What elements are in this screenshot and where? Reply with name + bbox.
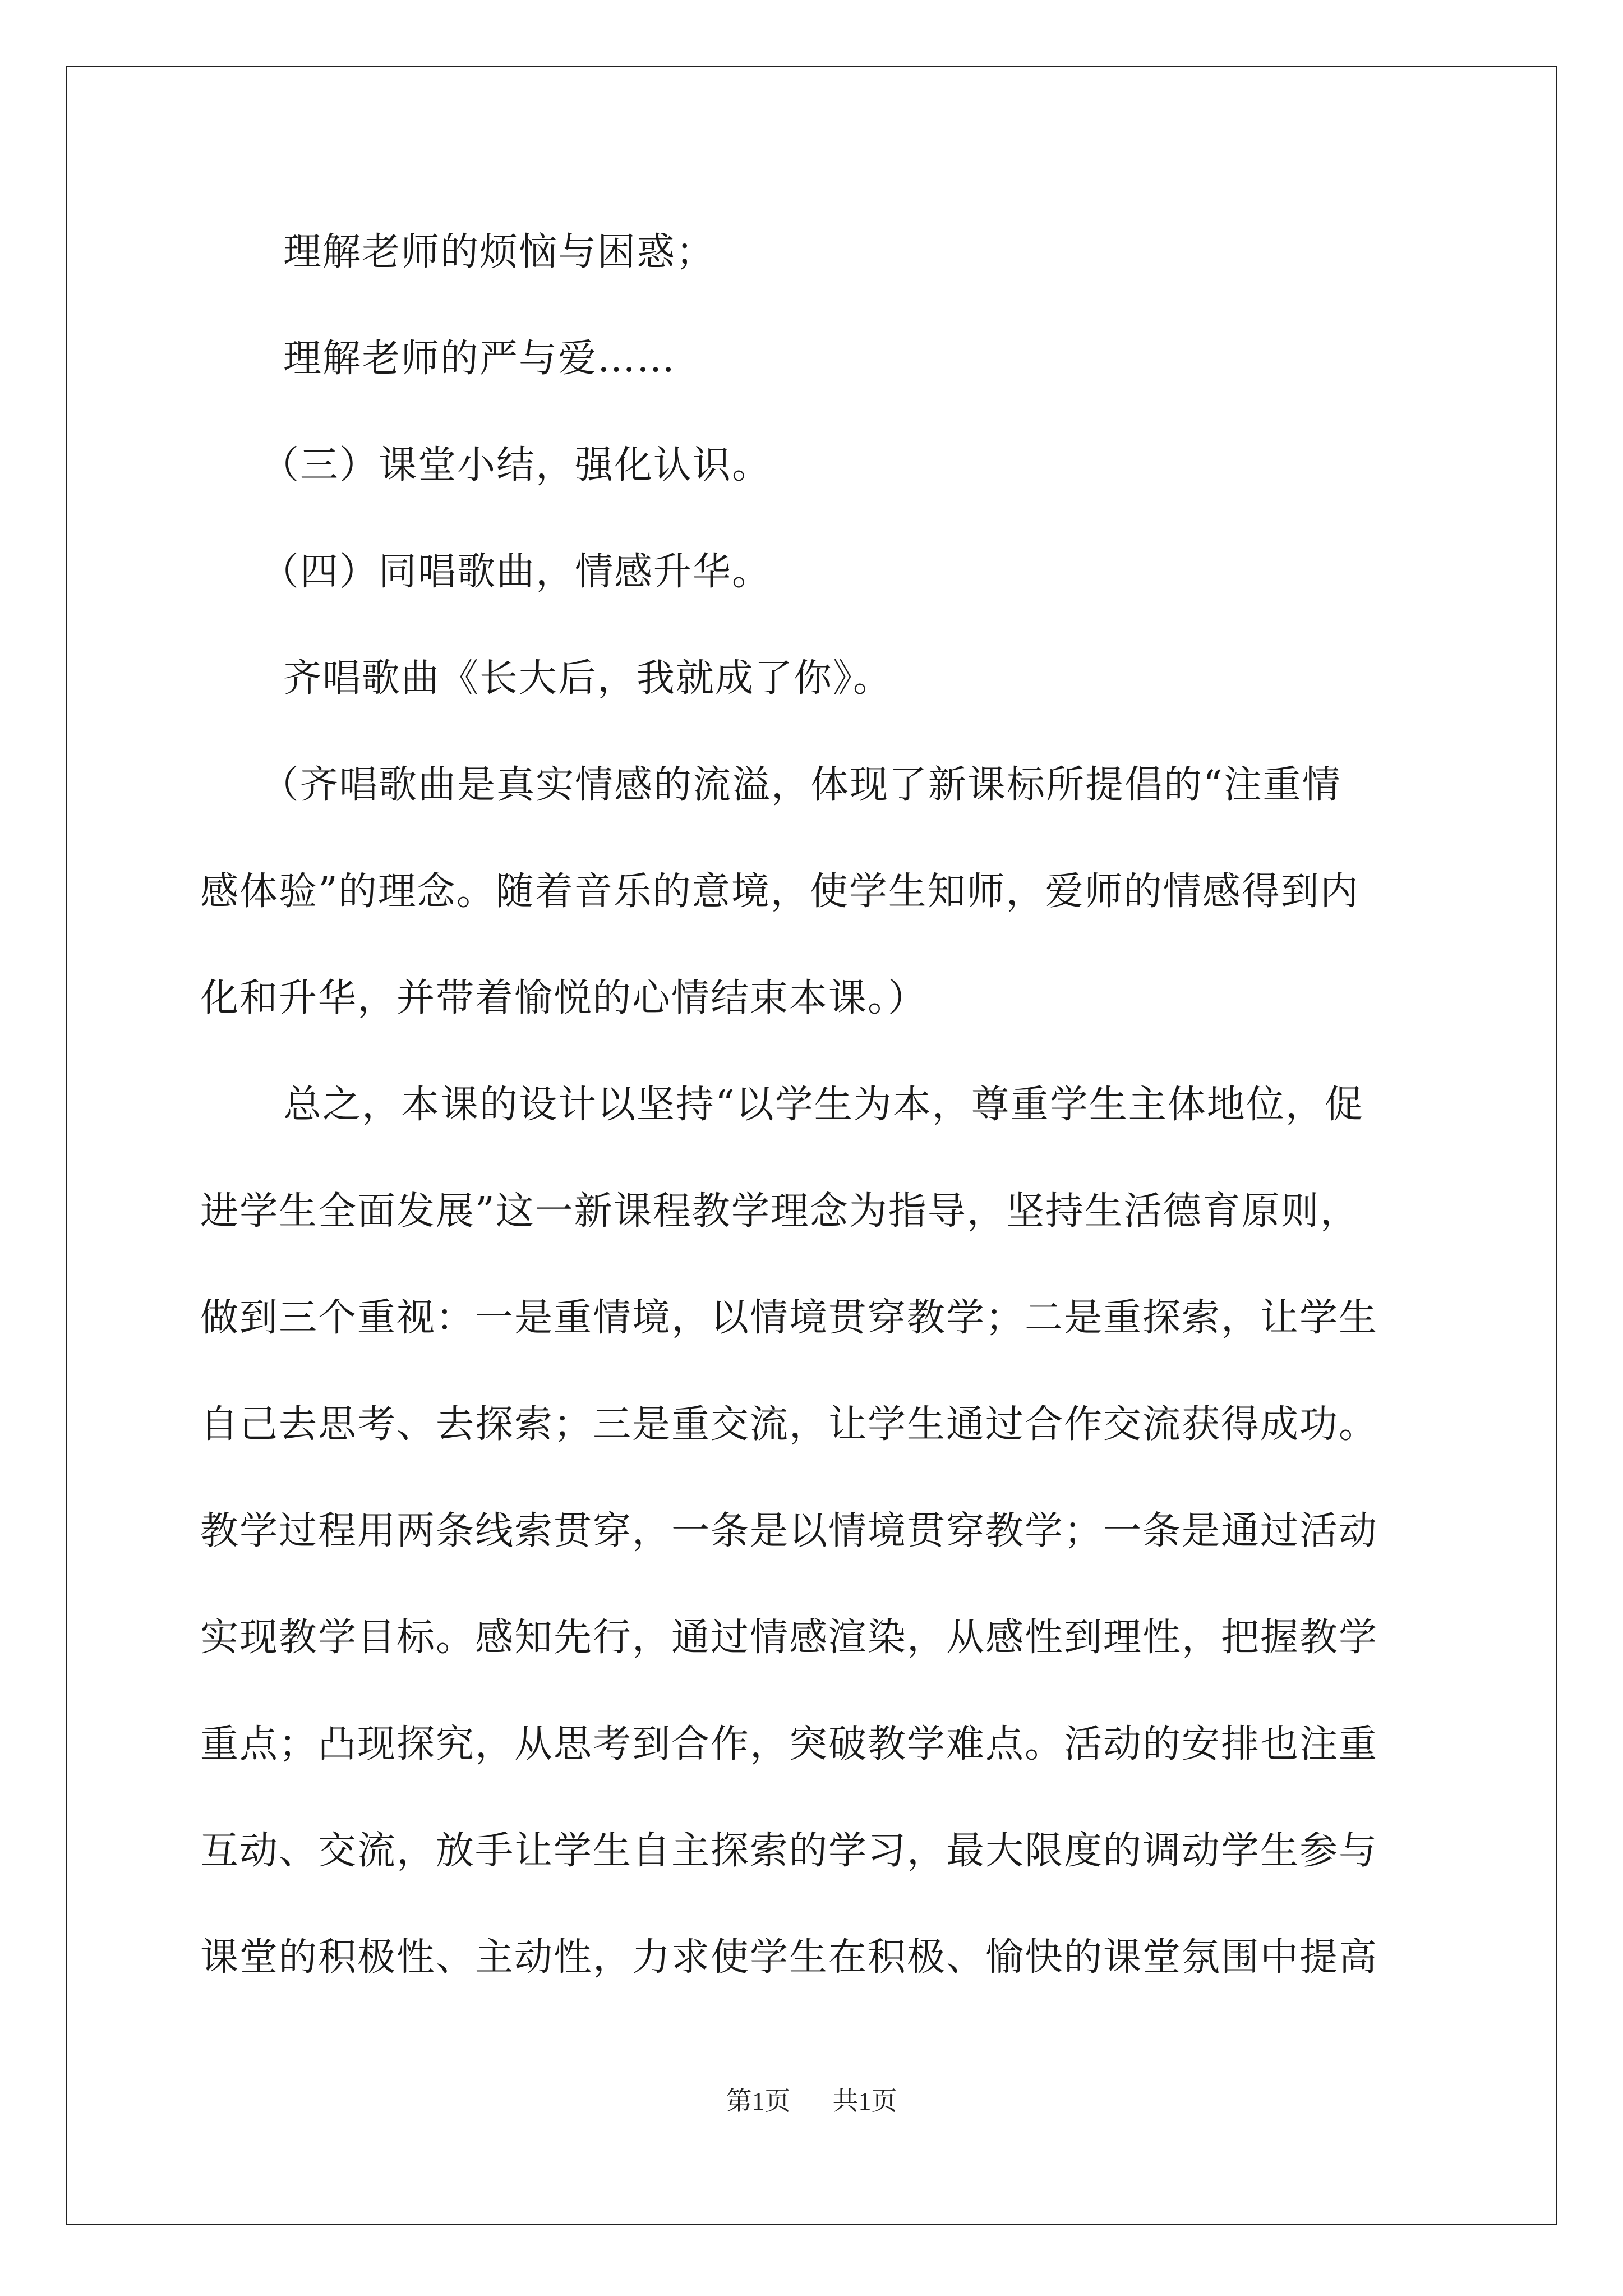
text-line: 做到三个重视：一是重情境，以情境贯穿教学；二是重探索，让学生	[200, 1296, 1378, 1340]
text-line: 理解老师的严与爱……	[283, 337, 676, 381]
text-line: （齐唱歌曲是真实情感的流溢，体现了新课标所提倡的“注重情	[261, 763, 1341, 807]
text-line: （四）同唱歌曲，情感升华。	[261, 550, 772, 594]
text-line: 自己去思考、去探索；三是重交流，让学生通过合作交流获得成功。	[200, 1402, 1378, 1447]
text-line: 总之，本课的设计以坚持“以学生为本，尊重学生主体地位，促	[283, 1083, 1364, 1127]
text-line: （三）课堂小结，强化认识。	[261, 443, 772, 487]
text-line: 齐唱歌曲《长大后，我就成了你》。	[283, 656, 893, 701]
page-total: 共1页	[832, 2087, 897, 2115]
text-line: 重点；凸现探究，从思考到合作，突破教学难点。活动的安排也注重	[200, 1722, 1378, 1766]
page-number: 第1页	[726, 2087, 791, 2115]
text-line: 课堂的积极性、主动性，力求使学生在积极、愉快的课堂氛围中提高	[200, 1935, 1378, 1980]
page-footer	[0, 2085, 1623, 2118]
text-line: 化和升华，并带着愉悦的心情结束本课。）	[200, 976, 928, 1020]
text-line: 感体验”的理念。随着音乐的意境，使学生知师，爱师的情感得到内	[200, 869, 1359, 914]
text-line: 进学生全面发展”这一新课程教学理念为指导，坚持生活德育原则，	[200, 1189, 1359, 1234]
text-line: 教学过程用两条线索贯穿，一条是以情境贯穿教学；一条是通过活动	[200, 1509, 1378, 1553]
text-line: 实现教学目标。感知先行，通过情感渲染，从感性到理性，把握教学	[200, 1616, 1378, 1660]
text-line: 互动、交流，放手让学生自主探索的学习，最大限度的调动学生参与	[200, 1829, 1378, 1873]
text-line: 理解老师的烦恼与困惑；	[283, 230, 716, 274]
page-border	[66, 66, 1557, 2225]
